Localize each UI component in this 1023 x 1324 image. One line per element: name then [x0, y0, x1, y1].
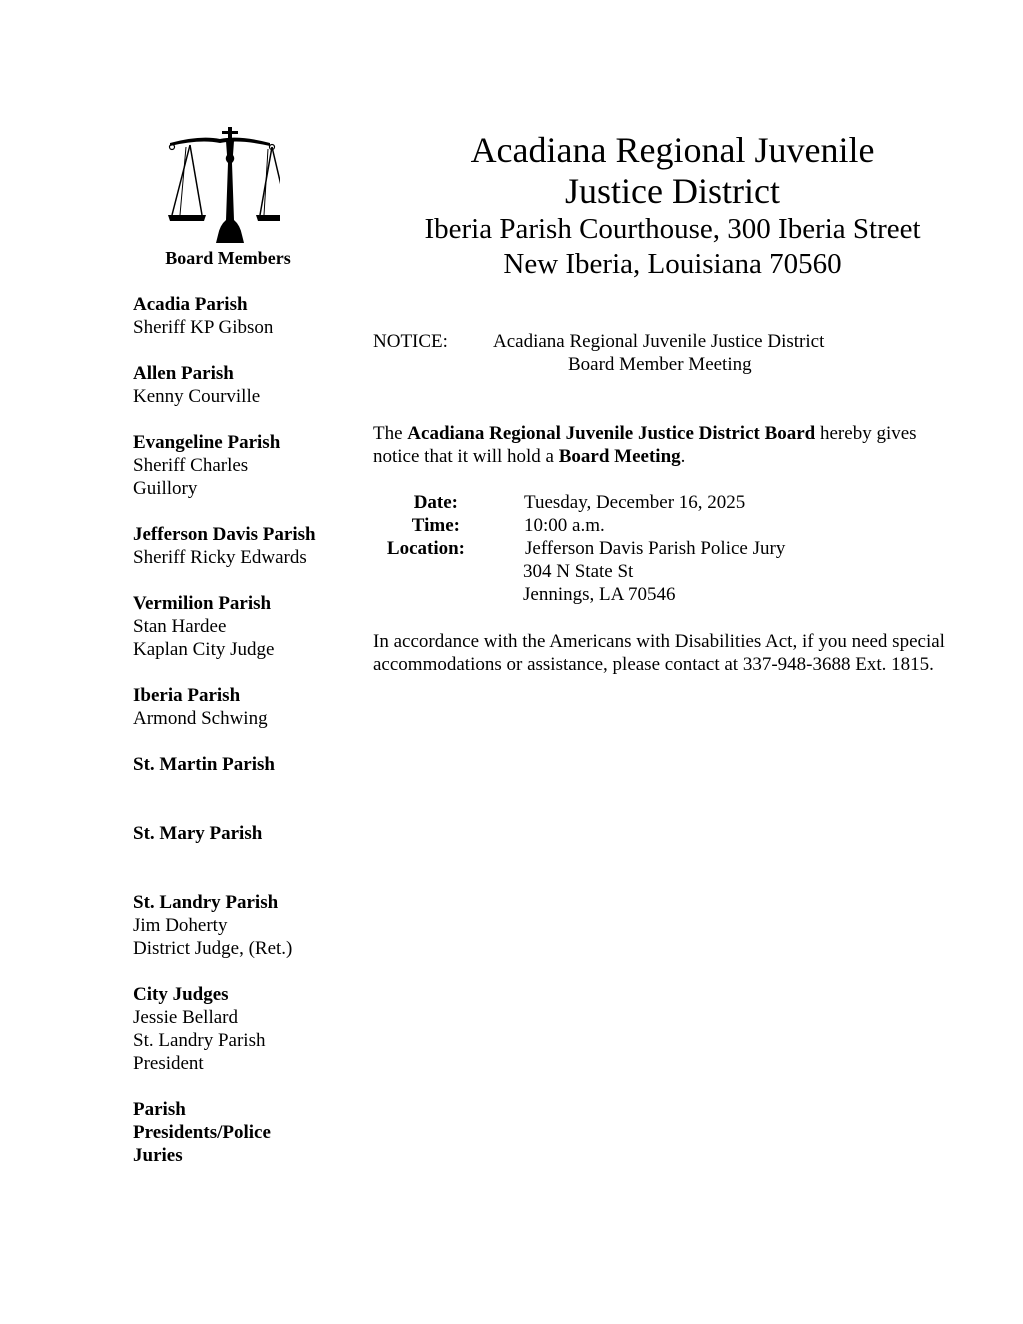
member-name-line: Sheriff Ricky Edwards [133, 547, 307, 568]
member-entry [133, 983, 353, 1075]
spacer [133, 960, 353, 983]
intro-paragraph [373, 422, 963, 468]
member-name-line: Stan Hardee [133, 616, 227, 637]
ada-paragraph: In accordance with the Americans with Disabilities Act, if you need special accommodations or assistance, please contact at 337-948-3688 Ext. 1815. [373, 631, 945, 675]
spacer [133, 408, 353, 431]
notice-line1: Acadiana Regional Juvenile Justice District [493, 331, 825, 352]
intro-prefix: The [373, 423, 408, 444]
member-parish: City Judges [133, 984, 229, 1005]
date-value: Tuesday, December 16, 2025 [524, 492, 746, 513]
spacer [133, 845, 353, 891]
notice-label: NOTICE: [373, 331, 448, 352]
meeting-details [373, 491, 963, 606]
intro-middle: hereby gives notice that it will hold a [373, 423, 917, 467]
member-entry [133, 891, 353, 960]
member-name-line: Kaplan City Judge [133, 639, 275, 660]
scales-of-justice-icon [160, 125, 280, 247]
member-entry [133, 822, 353, 845]
member-parish: Allen Parish [133, 363, 234, 384]
time-value: 10:00 a.m. [524, 515, 605, 536]
member-name-line: President [133, 1053, 204, 1074]
member-name-line: Kenny Courville [133, 386, 261, 407]
spacer [133, 569, 353, 592]
member-name-line: Jessie Bellard [133, 1007, 239, 1028]
address-line2: New Iberia, Louisiana 70560 [503, 248, 842, 280]
member-entry [133, 1098, 353, 1167]
spacer [133, 500, 353, 523]
notice-line2: Board Member Meeting [568, 354, 752, 375]
intro-board-name: Acadiana Regional Juvenile Justice District Board [407, 423, 816, 444]
member-parish: Parish Presidents/Police Juries [133, 1099, 271, 1166]
time-label: Time: [411, 515, 460, 536]
member-entry [133, 753, 353, 776]
org-name-line2: Justice District [565, 171, 780, 211]
spacer [133, 730, 353, 753]
date-row [373, 491, 963, 514]
member-name-line: Sheriff KP Gibson [133, 317, 274, 338]
member-name-line: Jim Doherty [133, 915, 228, 936]
location-line2: 304 N State St [523, 561, 634, 582]
member-name-line: Armond Schwing [133, 708, 268, 729]
member-parish: Iberia Parish [133, 685, 241, 706]
member-entry [133, 431, 353, 500]
member-parish: Jefferson Davis Parish [133, 524, 316, 545]
spacer [133, 661, 353, 684]
member-entry [133, 592, 353, 661]
location-row-3 [373, 583, 963, 606]
location-row-2 [373, 560, 963, 583]
member-name-line: Guillory [133, 478, 198, 499]
member-entry [133, 362, 353, 408]
time-row [373, 514, 963, 537]
member-entry [133, 293, 353, 339]
member-parish: Evangeline Parish [133, 432, 281, 453]
spacer [133, 776, 353, 822]
spacer [133, 1075, 353, 1098]
member-name-line: Sheriff Charles [133, 455, 249, 476]
spacer [133, 339, 353, 362]
member-entry [133, 523, 353, 569]
member-entry [133, 684, 353, 730]
member-parish: St. Landry Parish [133, 892, 279, 913]
intro-meeting: Board Meeting [558, 446, 681, 467]
org-name-line1: Acadiana Regional Juvenile [470, 130, 875, 170]
location-label: Location: [386, 538, 465, 559]
member-name-line: District Judge, (Ret.) [133, 938, 293, 959]
address-line1: Iberia Parish Courthouse, 300 Iberia Street [424, 213, 921, 245]
date-label: Date: [413, 492, 458, 513]
location-row [373, 537, 963, 560]
location-line3: Jennings, LA 70546 [523, 584, 676, 605]
location-line1: Jefferson Davis Parish Police Jury [525, 538, 786, 559]
board-members-list [133, 293, 353, 1167]
board-members-title: Board Members [165, 248, 291, 268]
member-parish: Acadia Parish [133, 294, 248, 315]
member-parish: St. Martin Parish [133, 754, 275, 775]
member-name-line: St. Landry Parish [133, 1030, 266, 1051]
letterhead [360, 130, 985, 282]
member-parish: Vermilion Parish [133, 593, 272, 614]
intro-suffix: . [680, 446, 686, 467]
member-parish: St. Mary Parish [133, 823, 263, 844]
